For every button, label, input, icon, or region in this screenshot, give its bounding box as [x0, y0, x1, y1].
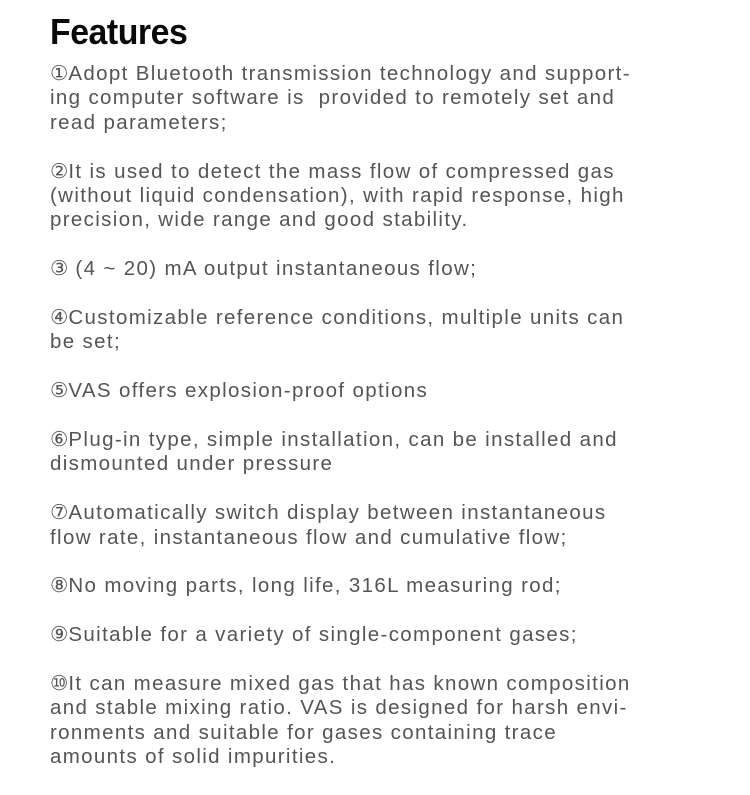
feature-line: Customizable reference conditions, multiple units can [68, 306, 625, 330]
feature-line: precision, wide range and good stability. [50, 208, 469, 232]
feature-item-3 [50, 257, 700, 281]
feature-item-1 [50, 62, 700, 135]
feature-number: ⑨ [50, 623, 69, 647]
feature-line: Plug-in type, simple installation, can be installed and [68, 428, 618, 452]
feature-number: ⑧ [50, 574, 69, 598]
feature-number: ③ [50, 257, 69, 281]
feature-item-6 [50, 428, 700, 477]
feature-line: No moving parts, long life, 316L measuring rod; [68, 574, 562, 598]
feature-item-4 [50, 306, 700, 355]
features-section [50, 10, 700, 794]
feature-number: ⑦ [50, 501, 69, 525]
feature-line: dismounted under pressure [50, 452, 334, 476]
feature-line: Suitable for a variety of single-component gases; [68, 623, 578, 647]
feature-number: ② [50, 159, 69, 183]
feature-line: Adopt Bluetooth transmission technology and support- [68, 62, 631, 85]
feature-line: be set; [50, 330, 121, 354]
feature-item-5 [50, 379, 700, 403]
feature-item-2 [50, 160, 700, 233]
features-list [50, 62, 700, 770]
feature-line: VAS offers explosion-proof options [68, 379, 429, 403]
feature-line: ronments and suitable for gases containing trace [50, 720, 557, 744]
feature-number: ⑩ [50, 672, 69, 696]
feature-line: Automatically switch display between instantaneous [68, 501, 607, 525]
feature-number: ① [50, 62, 69, 85]
feature-line: It is used to detect the mass flow of compressed gas [68, 159, 615, 183]
feature-number: ④ [50, 306, 69, 330]
feature-line: read parameters; [50, 110, 228, 134]
feature-line: (4 ~ 20) mA output instantaneous flow; [68, 257, 478, 281]
feature-item-7 [50, 501, 700, 550]
feature-line: (without liquid condensation), with rapid response, high [50, 184, 625, 208]
feature-number: ⑥ [50, 428, 69, 452]
feature-number: ⑤ [50, 379, 69, 403]
feature-line: It can measure mixed gas that has known composition [68, 672, 631, 696]
feature-item-8 [50, 574, 700, 598]
page-title: Features [50, 11, 188, 52]
feature-line: ing computer software is provided to remotely set and [50, 86, 616, 110]
feature-line: flow rate, instantaneous flow and cumulative flow; [50, 525, 568, 549]
feature-item-10 [50, 672, 700, 770]
feature-item-9 [50, 623, 700, 647]
feature-line: and stable mixing ratio. VAS is designed for harsh envi- [50, 696, 628, 720]
feature-line: amounts of solid impurities. [50, 745, 337, 769]
